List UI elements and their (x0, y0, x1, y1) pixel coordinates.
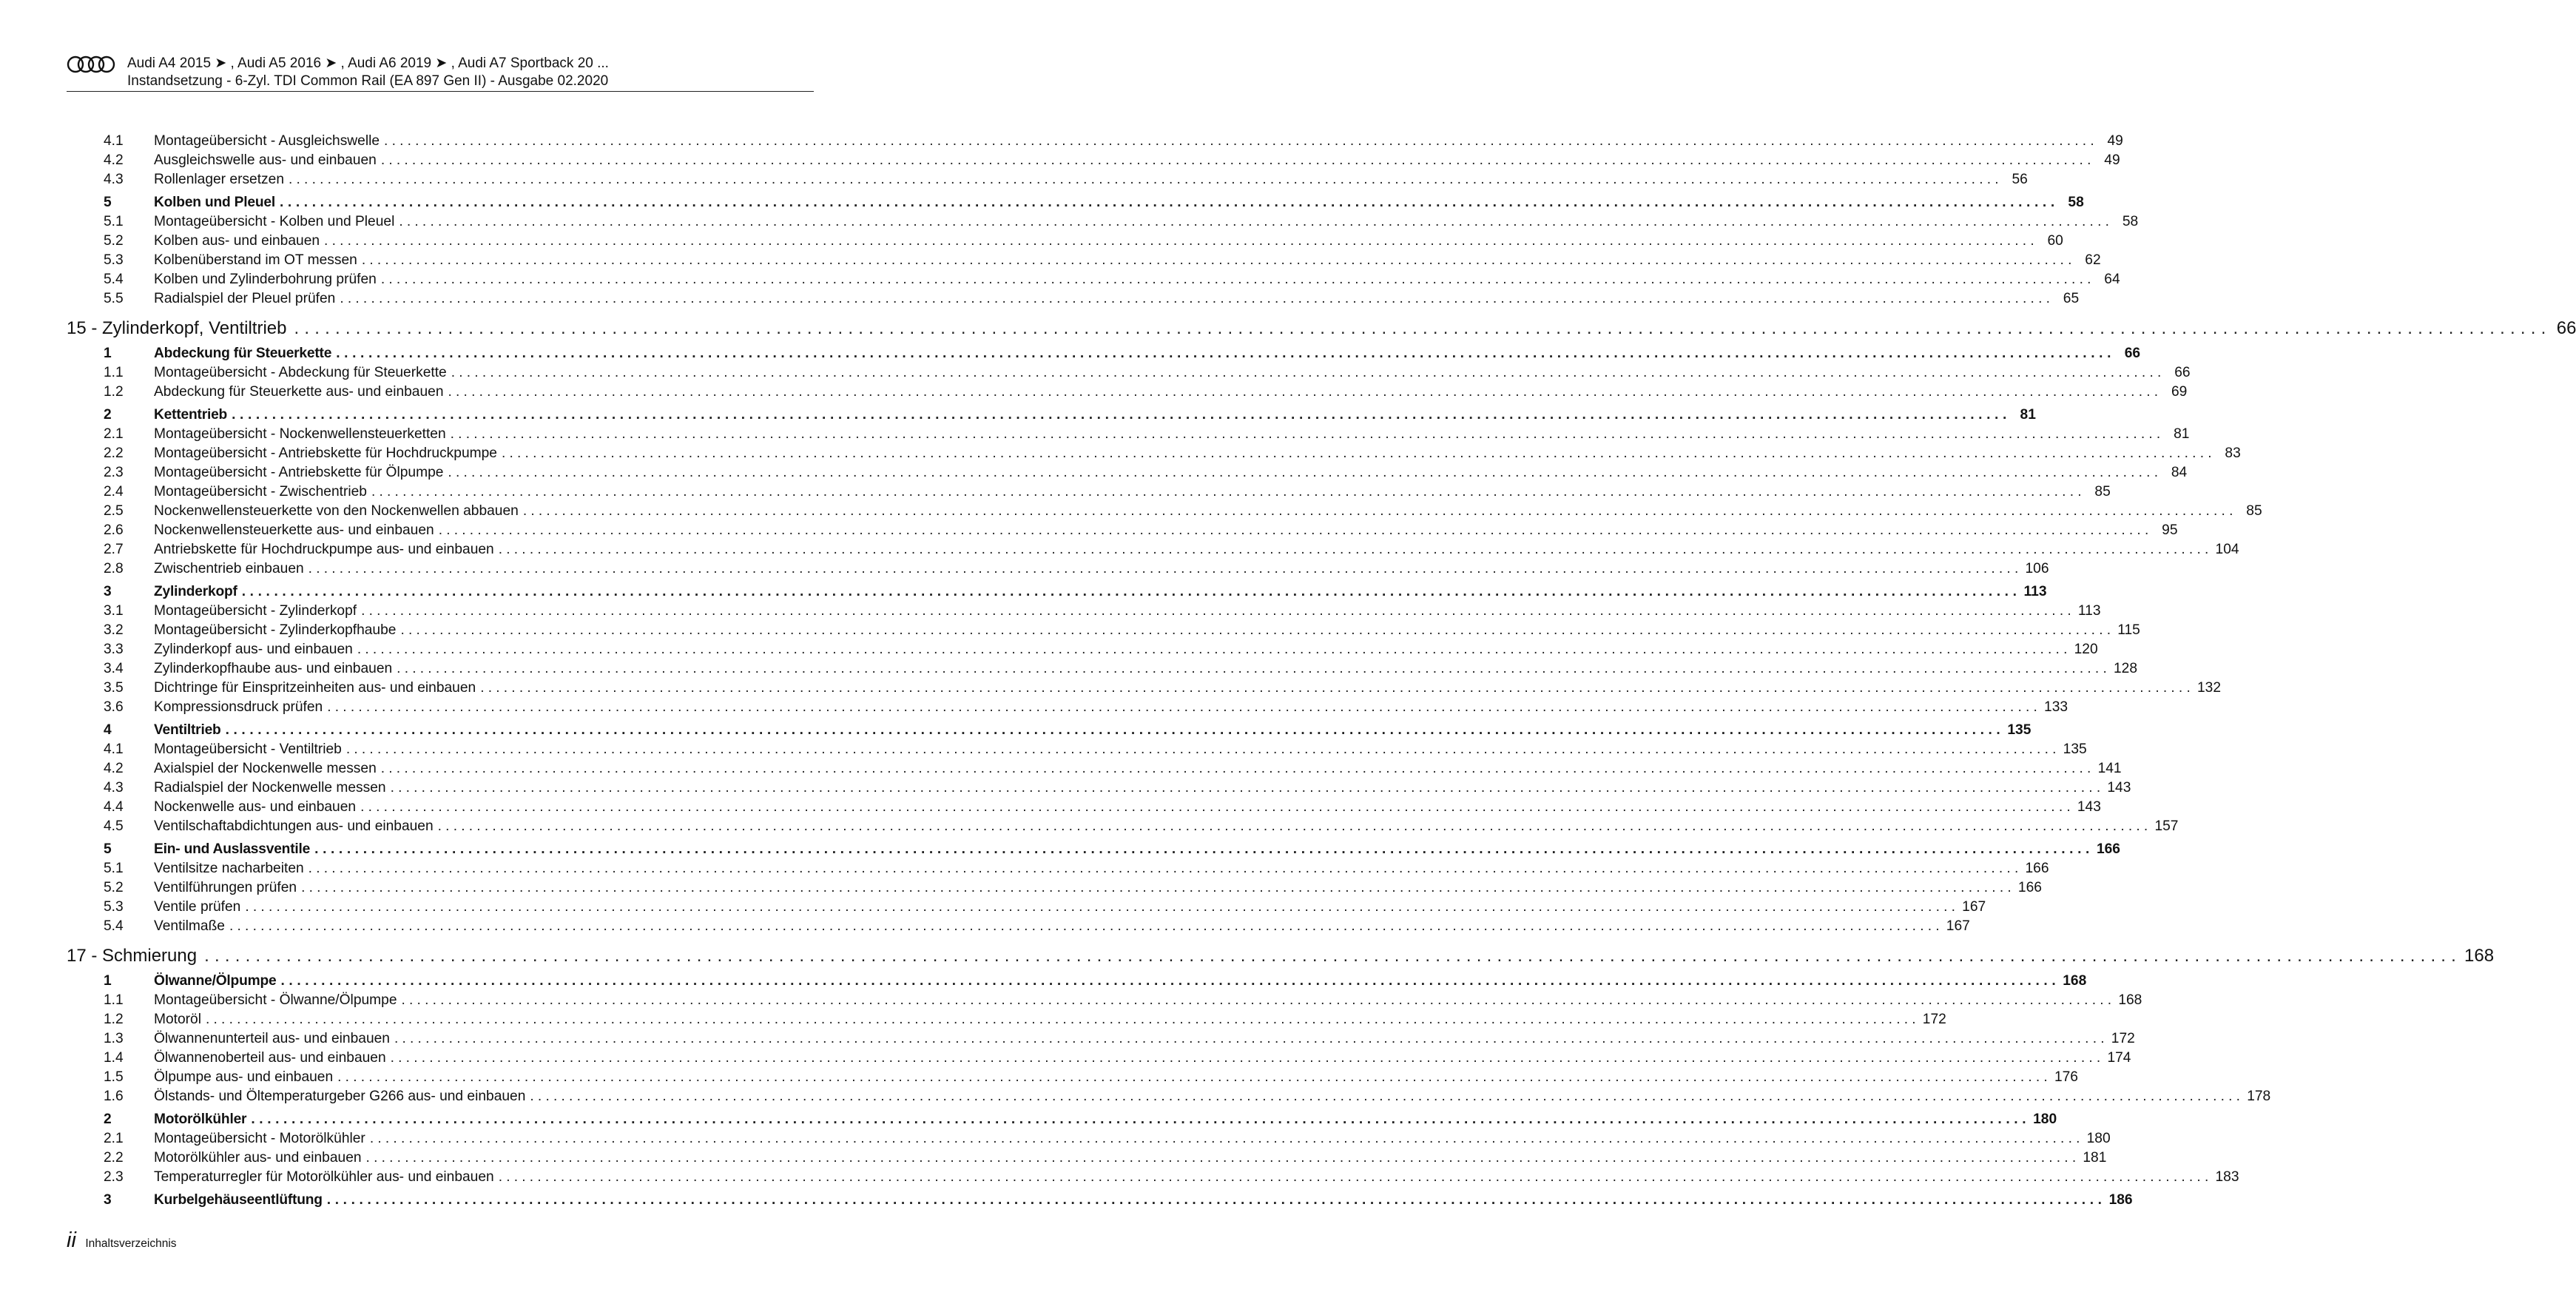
toc-entry-title: Ölpumpe aus- und einbauen (154, 1069, 334, 1085)
toc-entry-number: 4.3 (104, 172, 124, 187)
toc-section-entry (67, 1105, 2057, 1128)
toc-dot-leader: ............................................................................................................................................................................................................................ (289, 172, 2003, 187)
toc-dot-leader: ............................................................................................................................................................................................................................ (327, 699, 2042, 715)
toc-dot-leader: ............................................................................................................................................................................................................................ (498, 1169, 2213, 1185)
toc-entry-number: 2 (104, 1112, 112, 1127)
audi-rings-icon (67, 55, 117, 74)
toc-subsection-entry (67, 758, 2122, 777)
toc-dot-leader: ............................................................................................................................................................................................................................ (448, 384, 2162, 400)
toc-dot-leader: ............................................................................................................................................................................................................................ (390, 780, 2105, 796)
toc-entry-number: 2.3 (104, 1169, 124, 1185)
toc-entry-number: 5.4 (104, 272, 124, 287)
toc-entry-page: 166 (2017, 880, 2042, 895)
toc-entry-number: 2.4 (104, 484, 124, 500)
toc-subsection-entry (67, 1047, 2131, 1066)
toc-entry-number: 1.1 (104, 992, 124, 1008)
toc-dot-leader: ............................................................................................................................................................................................................................ (280, 973, 2060, 989)
toc-subsection-entry (67, 1128, 2111, 1147)
toc-dot-leader: ............................................................................................................................................................................................................................ (390, 1050, 2105, 1066)
toc-entry-page: 178 (2247, 1089, 2271, 1104)
toc-entry-number: 4.5 (104, 818, 124, 834)
toc-dot-leader: ............................................................................................................................................................................................................................ (448, 465, 2162, 480)
toc-entry-page: 66 (2556, 318, 2576, 338)
toc-dot-leader: ............................................................................................................................................................................................................................ (360, 799, 2074, 815)
toc-entry-title: Ventilschaftabdichtungen aus- und einbauen (154, 818, 434, 834)
toc-section-entry (67, 400, 2036, 423)
toc-subsection-entry (67, 989, 2142, 1009)
toc-dot-leader: ............................................................................................................................................................................................................................ (380, 152, 2095, 168)
toc-subsection-entry (67, 539, 2239, 558)
toc-entry-page: 81 (2174, 426, 2190, 442)
toc-entry-title: Kolben und Pleuel (154, 195, 275, 210)
toc-section-entry (67, 577, 2047, 600)
toc-entry-page: 83 (2225, 445, 2241, 461)
toc-entry-title: Axialspiel der Nockenwelle messen (154, 761, 377, 776)
toc-entry-page: 128 (2113, 661, 2137, 676)
toc-dot-leader: ............................................................................................................................................................................................................................ (337, 1069, 2051, 1085)
toc-entry-page: 180 (2033, 1112, 2057, 1127)
toc-entry-title: Montageübersicht - Zwischentrieb (154, 484, 367, 500)
toc-entry-title: Zylinderkopfhaube aus- und einbauen (154, 661, 393, 676)
toc-subsection-entry (67, 519, 2178, 539)
toc-entry-title: Ausgleichswelle aus- und einbauen (154, 152, 377, 168)
toc-dot-leader: ............................................................................................................................................................................................................................ (369, 1131, 2084, 1146)
footer-page-number: ii (67, 1228, 76, 1252)
toc-dot-leader: ............................................................................................................................................................................................................................ (437, 818, 2152, 834)
toc-dot-leader: ............................................................................................................................................................................................................................ (530, 1089, 2245, 1104)
toc-entry-page: 157 (2154, 818, 2179, 834)
toc-entry-number: 3.5 (104, 680, 124, 696)
toc-section-entry (67, 966, 2087, 989)
toc-entry-title: 17 - Schmierung (67, 946, 198, 966)
toc-dot-leader: ............................................................................................................................................................................................................................ (308, 861, 2023, 876)
toc-entry-title: Rollenlager ersetzen (154, 172, 284, 187)
toc-subsection-entry (67, 1066, 2078, 1086)
toc-entry-title: Ventilsitze nacharbeiten (154, 861, 304, 876)
toc-entry-title: Motorölkühler aus- und einbauen (154, 1150, 362, 1166)
toc-entry-number: 1.5 (104, 1069, 124, 1085)
toc-entry-title: Montageübersicht - Antriebskette für Ölpumpe (154, 465, 444, 480)
footer-section-label: Inhaltsverzeichnis (85, 1237, 177, 1250)
toc-chapter-entry (67, 935, 2495, 966)
toc-entry-number: 5 (104, 841, 112, 857)
toc-entry-number: 4.2 (104, 152, 124, 168)
toc-entry-page: 58 (2122, 214, 2139, 229)
toc-entry-page: 143 (2107, 780, 2131, 796)
toc-entry-number: 3.3 (104, 642, 124, 657)
toc-section-entry (67, 1186, 2133, 1208)
toc-subsection-entry (67, 269, 2120, 288)
toc-dot-leader: ............................................................................................................................................................................................................................ (345, 742, 2060, 757)
toc-entry-number: 2.1 (104, 1131, 124, 1146)
toc-subsection-entry (67, 288, 2080, 307)
toc-entry-title: Montageübersicht - Kolben und Pleuel (154, 214, 395, 229)
toc-entry-number: 2.2 (104, 445, 124, 461)
toc-dot-leader: ............................................................................................................................................................................................................................ (371, 484, 2086, 500)
toc-entry-number: 5.5 (104, 291, 124, 306)
toc-entry-page: 60 (2047, 233, 2063, 249)
toc-entry-number: 2 (104, 407, 112, 423)
toc-entry-page: 85 (2246, 503, 2262, 519)
toc-entry-page: 49 (2107, 133, 2123, 149)
toc-subsection-entry (67, 816, 2179, 835)
toc-dot-leader: ............................................................................................................................................................................................................................ (229, 918, 1943, 934)
toc-subsection-entry (67, 600, 2101, 619)
toc-entry-number: 3 (104, 1192, 112, 1208)
toc-entry-title: Ein- und Auslassventile (154, 841, 311, 857)
toc-entry-title: Nockenwellensteuerkette von den Nockenwellen abbauen (154, 503, 519, 519)
toc-entry-page: 64 (2104, 272, 2120, 287)
toc-entry-number: 1.2 (104, 384, 124, 400)
toc-dot-leader: ............................................................................................................................................................................................................................ (380, 272, 2095, 287)
toc-entry-number: 3.1 (104, 603, 124, 619)
toc-dot-leader: ............................................................................................................................................................................................................................ (340, 291, 2054, 306)
toc-subsection-entry (67, 462, 2188, 481)
toc-entry-page: 95 (2162, 522, 2178, 538)
toc-dot-leader: ............................................................................................................................................................................................................................ (522, 503, 2237, 519)
toc-dot-leader: ............................................................................................................................................................................................................................ (365, 1150, 2080, 1166)
toc-entry-title: Ölstands- und Öltemperaturgeber G266 aus- und einbauen (154, 1089, 526, 1104)
toc-dot-leader: ............................................................................................................................................................................................................................ (205, 1012, 1920, 1027)
toc-dot-leader: ............................................................................................................................................................................................................................ (301, 880, 2015, 895)
toc-entry-title: Zylinderkopf aus- und einbauen (154, 642, 353, 657)
toc-entry-page: 62 (2085, 252, 2101, 268)
toc-dot-leader: ............................................................................................................................................................................................................................ (336, 346, 2116, 361)
toc-subsection-entry (67, 1028, 2135, 1047)
toc-entry-number: 2.7 (104, 542, 124, 557)
toc-dot-leader: ............................................................................................................................................................................................................................ (324, 233, 2038, 249)
toc-subsection-entry (67, 777, 2131, 796)
toc-entry-page: 106 (2025, 561, 2049, 576)
toc-entry-title: Montageübersicht - Nockenwellensteuerketten (154, 426, 446, 442)
toc-dot-leader: ............................................................................................................................................................................................................................ (241, 584, 2021, 599)
toc-entry-title: Ölwanne/Ölpumpe (154, 973, 277, 989)
toc-dot-leader: ............................................................................................................................................................................................................................ (501, 445, 2216, 461)
toc-entry-title: Zylinderkopf (154, 584, 237, 599)
toc-entry-title: Kolben aus- und einbauen (154, 233, 320, 249)
toc-subsection-entry (67, 443, 2241, 462)
toc-dot-leader: ............................................................................................................................................................................................................................ (326, 1192, 2106, 1208)
toc-entry-number: 3.4 (104, 661, 124, 676)
toc-entry-page: 166 (2096, 841, 2120, 857)
toc-entry-page: 143 (2077, 799, 2101, 815)
toc-subsection-entry (67, 130, 2123, 149)
toc-entry-title: Montageübersicht - Ventiltrieb (154, 742, 342, 757)
toc-entry-number: 2.8 (104, 561, 124, 576)
toc-entry-page: 84 (2171, 465, 2188, 480)
toc-subsection-entry (67, 1009, 1946, 1028)
toc-entry-number: 4.4 (104, 799, 124, 815)
toc-entry-number: 4.1 (104, 133, 124, 149)
toc-entry-number: 5.1 (104, 861, 124, 876)
toc-dot-leader: ............................................................................................................................................................................................................................ (251, 1112, 2031, 1127)
toc-entry-number: 1.2 (104, 1012, 124, 1027)
toc-dot-leader: ............................................................................................................................................................................................................................ (401, 992, 2116, 1008)
toc-dot-leader: ............................................................................................................................................................................................................................ (394, 1031, 2108, 1046)
toc-dot-leader: ............................................................................................................................................................................................................................ (357, 642, 2071, 657)
toc-dot-leader: ............................................................................................................................................................................................................................ (361, 252, 2076, 268)
toc-dot-leader: ............................................................................................................................................................................................................................ (361, 603, 2075, 619)
toc-entry-title: Kompressionsdruck prüfen (154, 699, 323, 715)
toc-subsection-entry (67, 877, 2042, 896)
toc-subsection-entry (67, 619, 2140, 639)
toc-entry-number: 1.6 (104, 1089, 124, 1104)
toc-subsection-entry (67, 1147, 2107, 1166)
toc-entry-page: 56 (2012, 172, 2028, 187)
toc-entry-number: 5.3 (104, 252, 124, 268)
toc-entry-page: 174 (2107, 1050, 2131, 1066)
toc-subsection-entry (67, 796, 2101, 816)
toc-entry-number: 5 (104, 195, 112, 210)
toc-entry-number: 2.3 (104, 465, 124, 480)
page-header (67, 52, 814, 92)
toc-entry-title: Montageübersicht - Antriebskette für Hochdruckpumpe (154, 445, 497, 461)
toc-entry-title: Ölwannenunterteil aus- und einbauen (154, 1031, 390, 1046)
toc-entry-number: 5.2 (104, 233, 124, 249)
toc-entry-title: Montageübersicht - Zylinderkopf (154, 603, 357, 619)
toc-subsection-entry (67, 677, 2222, 696)
toc-entry-page: 180 (2086, 1131, 2111, 1146)
toc-subsection-entry (67, 481, 2111, 500)
toc-subsection-entry (67, 639, 2098, 658)
toc-subsection-entry (67, 169, 2028, 188)
toc-entry-title: Kolben und Zylinderbohrung prüfen (154, 272, 377, 287)
toc-subsection-entry (67, 1166, 2239, 1186)
toc-dot-leader: ............................................................................................................................................................................................................................ (308, 561, 2023, 576)
toc-subsection-entry (67, 1086, 2271, 1105)
toc-entry-number: 3.2 (104, 622, 124, 638)
toc-dot-leader: ............................................................................................................................................................................................................................ (498, 542, 2213, 557)
toc-entry-title: Radialspiel der Nockenwelle messen (154, 780, 386, 796)
toc-entry-page: 104 (2215, 542, 2239, 557)
toc-entry-page: 168 (2464, 946, 2495, 966)
toc-entry-title: Ölwannenoberteil aus- und einbauen (154, 1050, 386, 1066)
toc-entry-number: 4.2 (104, 761, 124, 776)
toc-entry-title: Montageübersicht - Abdeckung für Steuerkette (154, 365, 447, 380)
toc-subsection-entry (67, 211, 2139, 230)
toc-dot-leader: ............................................................................................................................................................................................................................ (384, 133, 2098, 149)
toc-dot-leader: ............................................................................................................................................................................................................................ (397, 661, 2111, 676)
toc-entry-page: 181 (2083, 1150, 2107, 1166)
toc-entry-title: Motorölkühler (154, 1112, 247, 1127)
toc-entry-page: 168 (2118, 992, 2142, 1008)
toc-subsection-entry (67, 739, 2087, 758)
toc-entry-title: Montageübersicht - Zylinderkopfhaube (154, 622, 397, 638)
toc-entry-number: 1.4 (104, 1050, 124, 1066)
toc-dot-leader: ............................................................................................................................................................................................................................ (294, 318, 2552, 338)
toc-entry-page: 115 (2117, 622, 2140, 638)
toc-entry-title: Kettentrieb (154, 407, 228, 423)
toc-entry-number: 2.2 (104, 1150, 124, 1166)
toc-entry-number: 2.1 (104, 426, 124, 442)
toc-entry-number: 5.4 (104, 918, 124, 934)
toc-entry-page: 120 (2074, 642, 2098, 657)
toc-entry-title: 15 - Zylinderkopf, Ventiltrieb (67, 318, 287, 338)
toc-entry-page: 168 (2063, 973, 2087, 989)
toc-entry-title: Nockenwellensteuerkette aus- und einbauen (154, 522, 434, 538)
toc-entry-page: 81 (2020, 407, 2036, 423)
toc-entry-page: 85 (2094, 484, 2111, 500)
toc-entry-number: 4.3 (104, 780, 124, 796)
toc-entry-page: 172 (1922, 1012, 1946, 1027)
toc-entry-page: 167 (1962, 899, 1986, 915)
toc-entry-page: 176 (2054, 1069, 2078, 1085)
toc-subsection-entry (67, 915, 1970, 935)
header-vehicle-models: Audi A4 2015 ➤ , Audi A5 2016 ➤ , Audi A6 2019 ➤ , Audi A7 Sportback 20 ... (127, 56, 609, 71)
toc-entry-page: 183 (2215, 1169, 2239, 1185)
toc-subsection-entry (67, 558, 2049, 577)
toc-chapter-entry (67, 307, 2576, 339)
toc-subsection-entry (67, 230, 2063, 249)
toc-entry-title: Montageübersicht - Motorölkühler (154, 1131, 365, 1146)
toc-subsection-entry (67, 896, 1986, 915)
toc-entry-title: Ventilmaße (154, 918, 225, 934)
toc-entry-page: 49 (2104, 152, 2120, 168)
toc-entry-page: 69 (2171, 384, 2188, 400)
toc-entry-title: Abdeckung für Steuerkette aus- und einbauen (154, 384, 444, 400)
toc-entry-title: Temperaturregler für Motorölkühler aus- und einbauen (154, 1169, 494, 1185)
toc-entry-title: Kolbenüberstand im OT messen (154, 252, 357, 268)
toc-entry-number: 4.1 (104, 742, 124, 757)
toc-subsection-entry (67, 500, 2262, 519)
toc-section-entry (67, 835, 2120, 858)
toc-entry-page: 66 (2174, 365, 2191, 380)
header-manual-title: Instandsetzung - 6-Zyl. TDI Common Rail (EA 897 Gen II) - Ausgabe 02.2020 (127, 73, 609, 89)
toc-entry-title: Radialspiel der Pleuel prüfen (154, 291, 336, 306)
toc-subsection-entry (67, 858, 2049, 877)
toc-subsection-entry (67, 423, 2190, 443)
toc-dot-leader: ............................................................................................................................................................................................................................ (204, 946, 2462, 966)
table-of-contents (67, 130, 2576, 1208)
toc-entry-page: 113 (2023, 584, 2047, 599)
toc-entry-title: Zwischentrieb einbauen (154, 561, 304, 576)
toc-subsection-entry (67, 362, 2191, 381)
toc-dot-leader: ............................................................................................................................................................................................................................ (225, 722, 2005, 738)
toc-dot-leader: ............................................................................................................................................................................................................................ (314, 841, 2094, 857)
toc-entry-page: 135 (2063, 742, 2087, 757)
toc-entry-page: 133 (2044, 699, 2068, 715)
toc-entry-title: Motoröl (154, 1012, 201, 1027)
toc-dot-leader: ............................................................................................................................................................................................................................ (380, 761, 2095, 776)
toc-entry-title: Ventilführungen prüfen (154, 880, 297, 895)
toc-dot-leader: ............................................................................................................................................................................................................................ (400, 622, 2115, 638)
toc-dot-leader: ............................................................................................................................................................................................................................ (450, 426, 2165, 442)
toc-subsection-entry (67, 249, 2101, 269)
toc-dot-leader: ............................................................................................................................................................................................................................ (451, 365, 2165, 380)
toc-entry-number: 5.1 (104, 214, 124, 229)
toc-entry-page: 186 (2108, 1192, 2133, 1208)
toc-entry-number: 5.2 (104, 880, 124, 895)
toc-dot-leader: ............................................................................................................................................................................................................................ (438, 522, 2153, 538)
toc-entry-page: 113 (2077, 603, 2101, 619)
toc-entry-page: 65 (2063, 291, 2080, 306)
toc-dot-leader: ............................................................................................................................................................................................................................ (480, 680, 2194, 696)
toc-entry-page: 135 (2007, 722, 2032, 738)
toc-entry-number: 2.6 (104, 522, 124, 538)
toc-entry-number: 2.5 (104, 503, 124, 519)
toc-subsection-entry (67, 658, 2137, 677)
toc-section-entry (67, 188, 2084, 211)
toc-dot-leader: ............................................................................................................................................................................................................................ (245, 899, 1960, 915)
toc-entry-page: 141 (2097, 761, 2122, 776)
toc-entry-title: Antriebskette für Hochdruckpumpe aus- und einbauen (154, 542, 494, 557)
toc-entry-number: 1 (104, 973, 112, 989)
toc-entry-page: 172 (2111, 1031, 2135, 1046)
toc-entry-title: Abdeckung für Steuerkette (154, 346, 332, 361)
toc-entry-page: 132 (2197, 680, 2222, 696)
toc-dot-leader: ............................................................................................................................................................................................................................ (232, 407, 2011, 423)
toc-entry-page: 58 (2068, 195, 2084, 210)
toc-entry-number: 4 (104, 722, 112, 738)
toc-entry-title: Dichtringe für Einspritzeinheiten aus- und einbauen (154, 680, 476, 696)
toc-entry-title: Kurbelgehäuseentlüftung (154, 1192, 323, 1208)
toc-dot-leader: ............................................................................................................................................................................................................................ (399, 214, 2114, 229)
page-footer (67, 1228, 177, 1253)
toc-entry-title: Ventile prüfen (154, 899, 241, 915)
toc-entry-page: 66 (2124, 346, 2141, 361)
toc-dot-leader: ............................................................................................................................................................................................................................ (279, 195, 2059, 210)
toc-entry-number: 1.3 (104, 1031, 124, 1046)
toc-entry-number: 3 (104, 584, 112, 599)
toc-subsection-entry (67, 696, 2068, 716)
toc-entry-title: Montageübersicht - Ölwanne/Ölpumpe (154, 992, 397, 1008)
toc-entry-title: Nockenwelle aus- und einbauen (154, 799, 357, 815)
toc-entry-title: Montageübersicht - Ausgleichswelle (154, 133, 380, 149)
toc-entry-number: 3.6 (104, 699, 124, 715)
toc-section-entry (67, 716, 2032, 739)
toc-entry-number: 5.3 (104, 899, 124, 915)
toc-entry-title: Ventiltrieb (154, 722, 221, 738)
toc-section-entry (67, 339, 2141, 362)
toc-entry-page: 166 (2025, 861, 2049, 876)
toc-subsection-entry (67, 381, 2188, 400)
toc-subsection-entry (67, 149, 2120, 169)
toc-entry-number: 1 (104, 346, 112, 361)
toc-entry-page: 167 (1946, 918, 1970, 934)
toc-entry-number: 1.1 (104, 365, 124, 380)
